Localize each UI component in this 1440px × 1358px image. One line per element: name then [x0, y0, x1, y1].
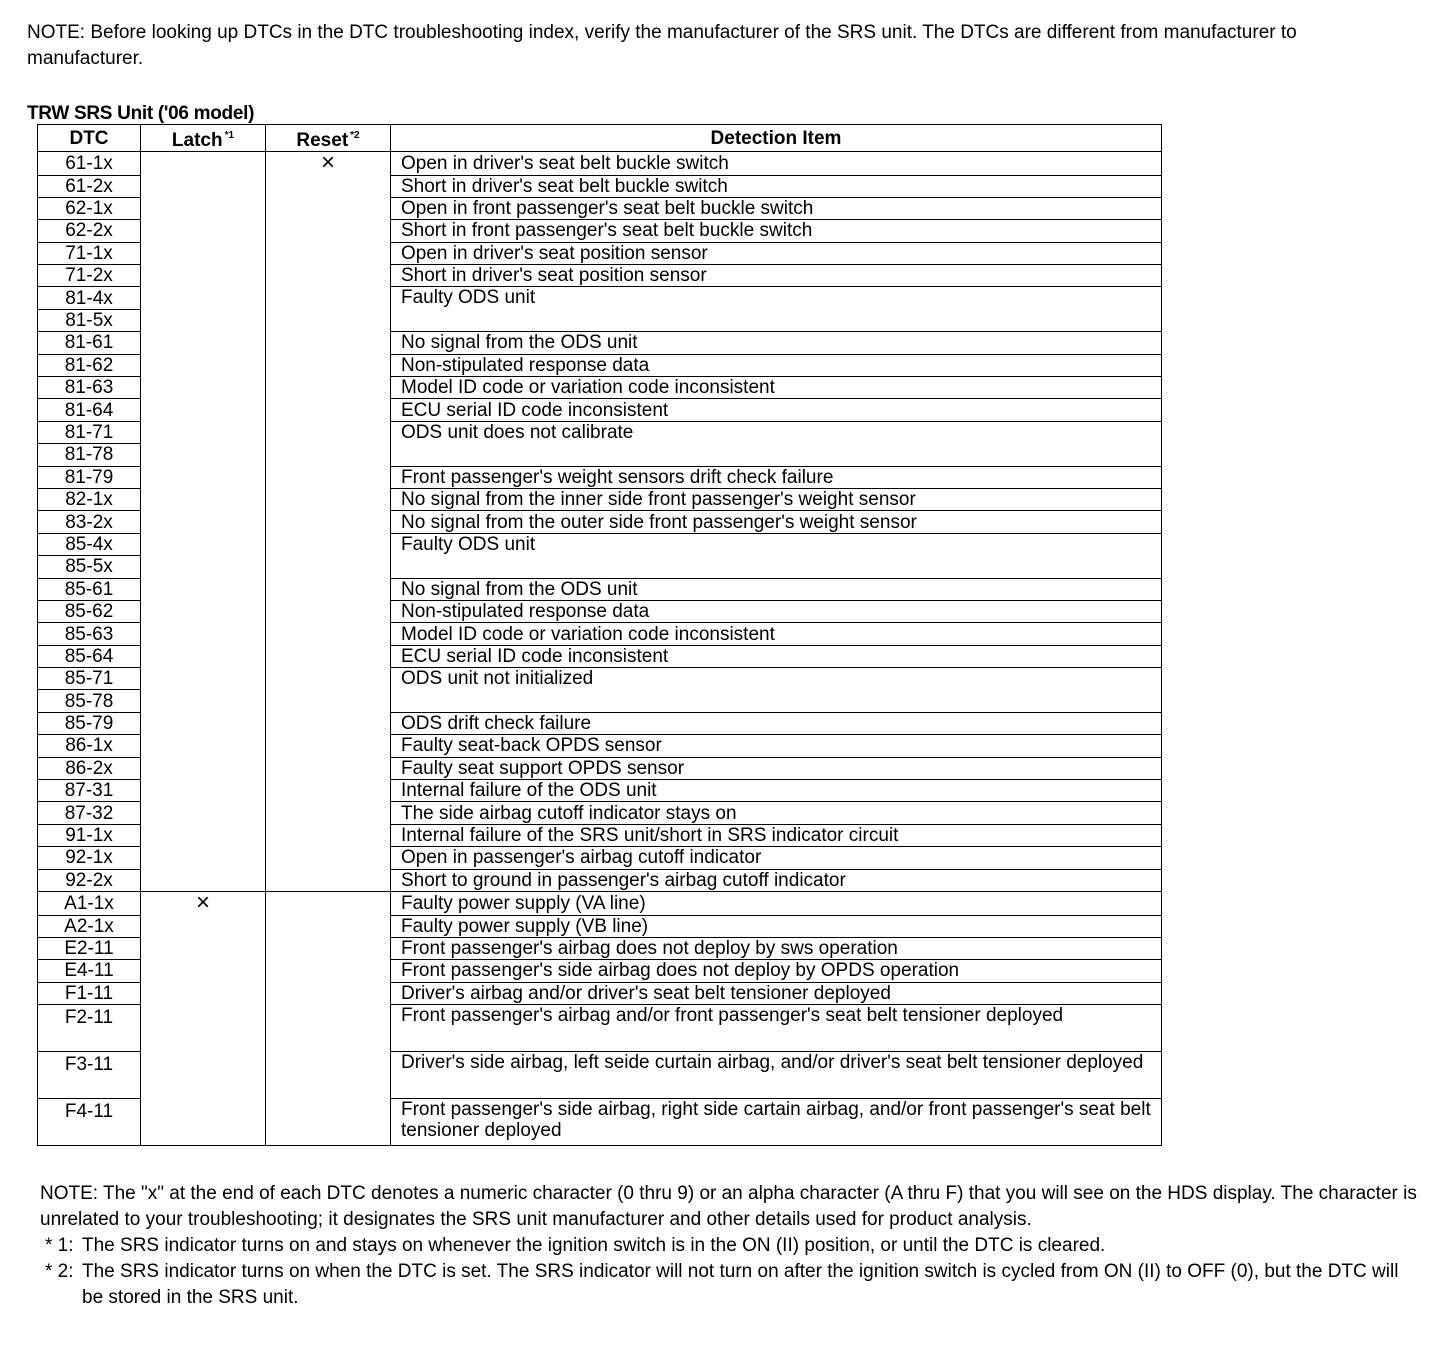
latch-cell: [141, 377, 266, 399]
detection-item: ECU serial ID code inconsistent: [391, 645, 1162, 667]
detection-item: No signal from the ODS unit: [391, 578, 1162, 600]
footnote-1-text: The SRS indicator turns on and stays on whenever the ignition switch is in the ON (II) position, or until the DTC is cleared.: [82, 1235, 1106, 1256]
latch-cell: [141, 690, 266, 712]
detection-item: ECU serial ID code inconsistent: [391, 399, 1162, 421]
detection-item: Faulty seat-back OPDS sensor: [391, 735, 1162, 757]
reset-cell: [266, 287, 391, 309]
reset-cell: [266, 600, 391, 622]
table-row: [38, 780, 1162, 802]
dtc-code: 85-78: [38, 690, 141, 712]
table-row: [38, 399, 1162, 421]
header-dtc: DTC: [38, 125, 141, 152]
detection-item: No signal from the ODS unit: [391, 332, 1162, 354]
dtc-code: F3-11: [38, 1052, 141, 1099]
table-row: [38, 377, 1162, 399]
dtc-code: 81-5x: [38, 309, 141, 331]
reset-cell: [266, 533, 391, 555]
dtc-code: 62-1x: [38, 197, 141, 219]
dtc-code: 62-2x: [38, 220, 141, 242]
reset-cell: [266, 892, 391, 916]
dtc-code: 87-31: [38, 780, 141, 802]
reset-cell: [266, 399, 391, 421]
detection-item: Open in driver's seat position sensor: [391, 242, 1162, 264]
detection-item: Driver's airbag and/or driver's seat belt tensioner deployed: [391, 982, 1162, 1004]
table-row: [38, 668, 1162, 690]
latch-cell: [141, 1052, 266, 1099]
latch-cell: [141, 466, 266, 488]
dtc-code: F2-11: [38, 1005, 141, 1052]
table-row: [38, 332, 1162, 354]
table-row: [38, 197, 1162, 219]
latch-cell: [141, 600, 266, 622]
reset-cell: [266, 982, 391, 1004]
detection-item: Faulty ODS unit: [391, 287, 1162, 332]
detection-item: Front passenger's airbag does not deploy by sws operation: [391, 937, 1162, 959]
detection-item: No signal from the outer side front passenger's weight sensor: [391, 511, 1162, 533]
reset-cell: [266, 197, 391, 219]
dtc-code: 85-64: [38, 645, 141, 667]
table-row: [38, 511, 1162, 533]
dtc-code: 61-1x: [38, 152, 141, 176]
reset-cell: [266, 1099, 391, 1146]
reset-cell: [266, 149, 391, 176]
table-row: [38, 175, 1162, 197]
table-row: [38, 600, 1162, 622]
dtc-code: F1-11: [38, 982, 141, 1004]
dtc-code: 85-4x: [38, 533, 141, 555]
latch-cell: [141, 265, 266, 287]
latch-cell: [141, 197, 266, 219]
detection-item: Front passenger's airbag and/or front passenger's seat belt tensioner deployed: [391, 1005, 1162, 1052]
table-row: [38, 735, 1162, 757]
latch-cell: [141, 889, 266, 916]
latch-cell: [141, 242, 266, 264]
detection-item: ODS drift check failure: [391, 712, 1162, 734]
detection-item: Faulty ODS unit: [391, 533, 1162, 578]
detection-item: The side airbag cutoff indicator stays on: [391, 802, 1162, 824]
table-row: [38, 892, 1162, 916]
reset-cell: [266, 668, 391, 690]
table-row: [38, 802, 1162, 824]
dtc-code: 86-2x: [38, 757, 141, 779]
latch-cell: [141, 623, 266, 645]
table-row: [38, 915, 1162, 937]
reset-cell: [266, 242, 391, 264]
dtc-code: 92-2x: [38, 869, 141, 891]
dtc-code: 81-62: [38, 354, 141, 376]
table-title: TRW SRS Unit ('06 model): [27, 103, 255, 124]
dtc-code: 85-79: [38, 712, 141, 734]
header-reset: [266, 125, 391, 152]
table-row: [38, 242, 1162, 264]
table-row: [38, 960, 1162, 982]
dtc-code: 87-32: [38, 802, 141, 824]
dtc-code: 81-78: [38, 444, 141, 466]
dtc-code: 81-61: [38, 332, 141, 354]
reset-cell: [266, 511, 391, 533]
footnote-1: [40, 1233, 1420, 1259]
latch-cell: [141, 287, 266, 309]
table-row: [38, 287, 1162, 309]
detection-item: Short in driver's seat position sensor: [391, 265, 1162, 287]
latch-cell: [141, 220, 266, 242]
header-reset-footnote: *2: [350, 130, 360, 141]
detection-item: No signal from the inner side front passenger's weight sensor: [391, 488, 1162, 510]
latch-cell: [141, 780, 266, 802]
header-reset-label: Reset: [296, 130, 349, 151]
latch-cell: [141, 937, 266, 959]
footnote-2-text: The SRS indicator turns on when the DTC is set. The SRS indicator will not turn on after the ignition switch is cycled from ON (II) to OFF (0), but the DTC will be stored in the SRS unit.: [82, 1261, 1399, 1308]
detection-item: Non-stipulated response data: [391, 600, 1162, 622]
dtc-code: 82-1x: [38, 488, 141, 510]
detection-item: Front passenger's side airbag does not deploy by OPDS operation: [391, 960, 1162, 982]
latch-cell: [141, 332, 266, 354]
dtc-code: 81-63: [38, 377, 141, 399]
table-row: [38, 757, 1162, 779]
header-latch-label: Latch: [171, 130, 223, 151]
header-latch-footnote: *1: [224, 130, 235, 141]
table-row: [38, 488, 1162, 510]
bottom-notes: [40, 1181, 1420, 1311]
reset-cell: [266, 354, 391, 376]
table-row: [38, 152, 1162, 176]
dtc-code: 81-4x: [38, 287, 141, 309]
dtc-code: 86-1x: [38, 735, 141, 757]
dtc-table: [37, 124, 1162, 1146]
reset-cell: [266, 265, 391, 287]
latch-cell: [141, 960, 266, 982]
reset-cell: [266, 466, 391, 488]
reset-cell: [266, 712, 391, 734]
table-row: [38, 466, 1162, 488]
table-body: [38, 149, 1162, 1146]
detection-item: Model ID code or variation code inconsistent: [391, 377, 1162, 399]
latch-cell: [141, 533, 266, 555]
table-row: [38, 578, 1162, 600]
dtc-code: 85-62: [38, 600, 141, 622]
latch-cell: [141, 399, 266, 421]
detection-item: Front passenger's side airbag, right side cartain airbag, and/or front passenger's seat belt tensioner deployed: [391, 1099, 1162, 1146]
table-row: [38, 847, 1162, 869]
dtc-code: 71-2x: [38, 265, 141, 287]
table-header-row: [38, 125, 1162, 152]
latch-cell: [141, 309, 266, 331]
footnote-2-marker: * 2:: [45, 1261, 74, 1282]
latch-cell: [141, 712, 266, 734]
reset-cell: [266, 847, 391, 869]
detection-item: Short to ground in passenger's airbag cutoff indicator: [391, 869, 1162, 891]
latch-cell: [141, 757, 266, 779]
table-row: [38, 982, 1162, 1004]
reset-cell: [266, 488, 391, 510]
latch-cell: [141, 354, 266, 376]
reset-cell: [266, 780, 391, 802]
latch-cell: [141, 1005, 266, 1052]
reset-cell: [266, 444, 391, 466]
dtc-code: F4-11: [38, 1099, 141, 1146]
detection-item: ODS unit does not calibrate: [391, 421, 1162, 466]
dtc-code: E2-11: [38, 937, 141, 959]
detection-item: Short in front passenger's seat belt buckle switch: [391, 220, 1162, 242]
table-row: [38, 645, 1162, 667]
detection-item: Front passenger's weight sensors drift check failure: [391, 466, 1162, 488]
latch-cell: [141, 824, 266, 846]
latch-cell: [141, 668, 266, 690]
detection-item: Faulty power supply (VB line): [391, 915, 1162, 937]
reset-cell: [266, 960, 391, 982]
header-latch: [141, 125, 266, 152]
detection-item: Internal failure of the ODS unit: [391, 780, 1162, 802]
detection-item: Open in driver's seat belt buckle switch: [391, 152, 1162, 176]
latch-cell: [141, 152, 266, 176]
dtc-code: 85-71: [38, 668, 141, 690]
dtc-code: 91-1x: [38, 824, 141, 846]
table-row: [38, 712, 1162, 734]
dtc-code: 85-61: [38, 578, 141, 600]
reset-cell: [266, 623, 391, 645]
footnote-1-marker: * 1:: [45, 1235, 74, 1256]
latch-cell: [141, 444, 266, 466]
footnote-2: [40, 1259, 1420, 1311]
reset-cell: [266, 735, 391, 757]
reset-cell: [266, 1005, 391, 1052]
latch-cell: [141, 1099, 266, 1146]
reset-cell: [266, 556, 391, 578]
table-row: [38, 533, 1162, 555]
latch-cell: [141, 175, 266, 197]
reset-cell: [266, 915, 391, 937]
detection-item: Faulty seat support OPDS sensor: [391, 757, 1162, 779]
detection-item: Faulty power supply (VA line): [391, 892, 1162, 916]
dtc-code: 81-71: [38, 421, 141, 443]
dtc-code: 81-64: [38, 399, 141, 421]
reset-cell: [266, 757, 391, 779]
reset-cell: [266, 690, 391, 712]
latch-cell: [141, 578, 266, 600]
dtc-code: 71-1x: [38, 242, 141, 264]
dtc-code: A1-1x: [38, 892, 141, 916]
table-row: [38, 1005, 1162, 1052]
reset-cell: [266, 309, 391, 331]
latch-cell: [141, 645, 266, 667]
table-row: [38, 1052, 1162, 1099]
latch-cell: [141, 802, 266, 824]
latch-cell: [141, 847, 266, 869]
detection-item: Open in front passenger's seat belt buckle switch: [391, 197, 1162, 219]
reset-cell: [266, 421, 391, 443]
dtc-code: 85-5x: [38, 556, 141, 578]
table-row: [38, 265, 1162, 287]
dtc-code: 83-2x: [38, 511, 141, 533]
dtc-code: E4-11: [38, 960, 141, 982]
table-row: [38, 421, 1162, 443]
detection-item: Open in passenger's airbag cutoff indicator: [391, 847, 1162, 869]
detection-item: Non-stipulated response data: [391, 354, 1162, 376]
reset-cell: [266, 220, 391, 242]
reset-cell: [266, 802, 391, 824]
latch-cell: [141, 511, 266, 533]
dtc-code: 92-1x: [38, 847, 141, 869]
bottom-note: NOTE: The "x" at the end of each DTC denotes a numeric character (0 thru 9) or an alpha character (A thru F) that you will see on the HDS display. The character is unrelated to your troubleshooting; it designates the SRS unit manufacturer and other details used for product analysis.: [40, 1183, 1417, 1230]
reset-cell: [266, 937, 391, 959]
table-row: [38, 1099, 1162, 1146]
dtc-code: 85-63: [38, 623, 141, 645]
dtc-code: 81-79: [38, 466, 141, 488]
detection-item: Driver's side airbag, left seide curtain airbag, and/or driver's seat belt tensioner deployed: [391, 1052, 1162, 1099]
header-detection-item: Detection Item: [391, 125, 1162, 152]
table-row: [38, 354, 1162, 376]
table-row: [38, 623, 1162, 645]
latch-cell: [141, 735, 266, 757]
table-row: [38, 937, 1162, 959]
detection-item: ODS unit not initialized: [391, 668, 1162, 713]
latch-mark: ×: [195, 889, 210, 916]
reset-cell: [266, 332, 391, 354]
reset-cell: [266, 377, 391, 399]
reset-cell: [266, 578, 391, 600]
detection-item: Model ID code or variation code inconsistent: [391, 623, 1162, 645]
latch-cell: [141, 915, 266, 937]
top-note: NOTE: Before looking up DTCs in the DTC troubleshooting index, verify the manufacturer of the SRS unit. The DTCs are different from manufacturer to manufacturer.: [27, 22, 1297, 69]
reset-cell: [266, 1052, 391, 1099]
reset-cell: [266, 869, 391, 891]
detection-item: Short in driver's seat belt buckle switch: [391, 175, 1162, 197]
table-row: [38, 220, 1162, 242]
dtc-code: A2-1x: [38, 915, 141, 937]
reset-cell: [266, 824, 391, 846]
detection-item: Internal failure of the SRS unit/short in SRS indicator circuit: [391, 824, 1162, 846]
latch-cell: [141, 421, 266, 443]
latch-cell: [141, 982, 266, 1004]
reset-mark: ×: [320, 149, 335, 176]
dtc-code: 61-2x: [38, 175, 141, 197]
reset-cell: [266, 645, 391, 667]
table-row: [38, 824, 1162, 846]
latch-cell: [141, 556, 266, 578]
latch-cell: [141, 488, 266, 510]
reset-cell: [266, 175, 391, 197]
